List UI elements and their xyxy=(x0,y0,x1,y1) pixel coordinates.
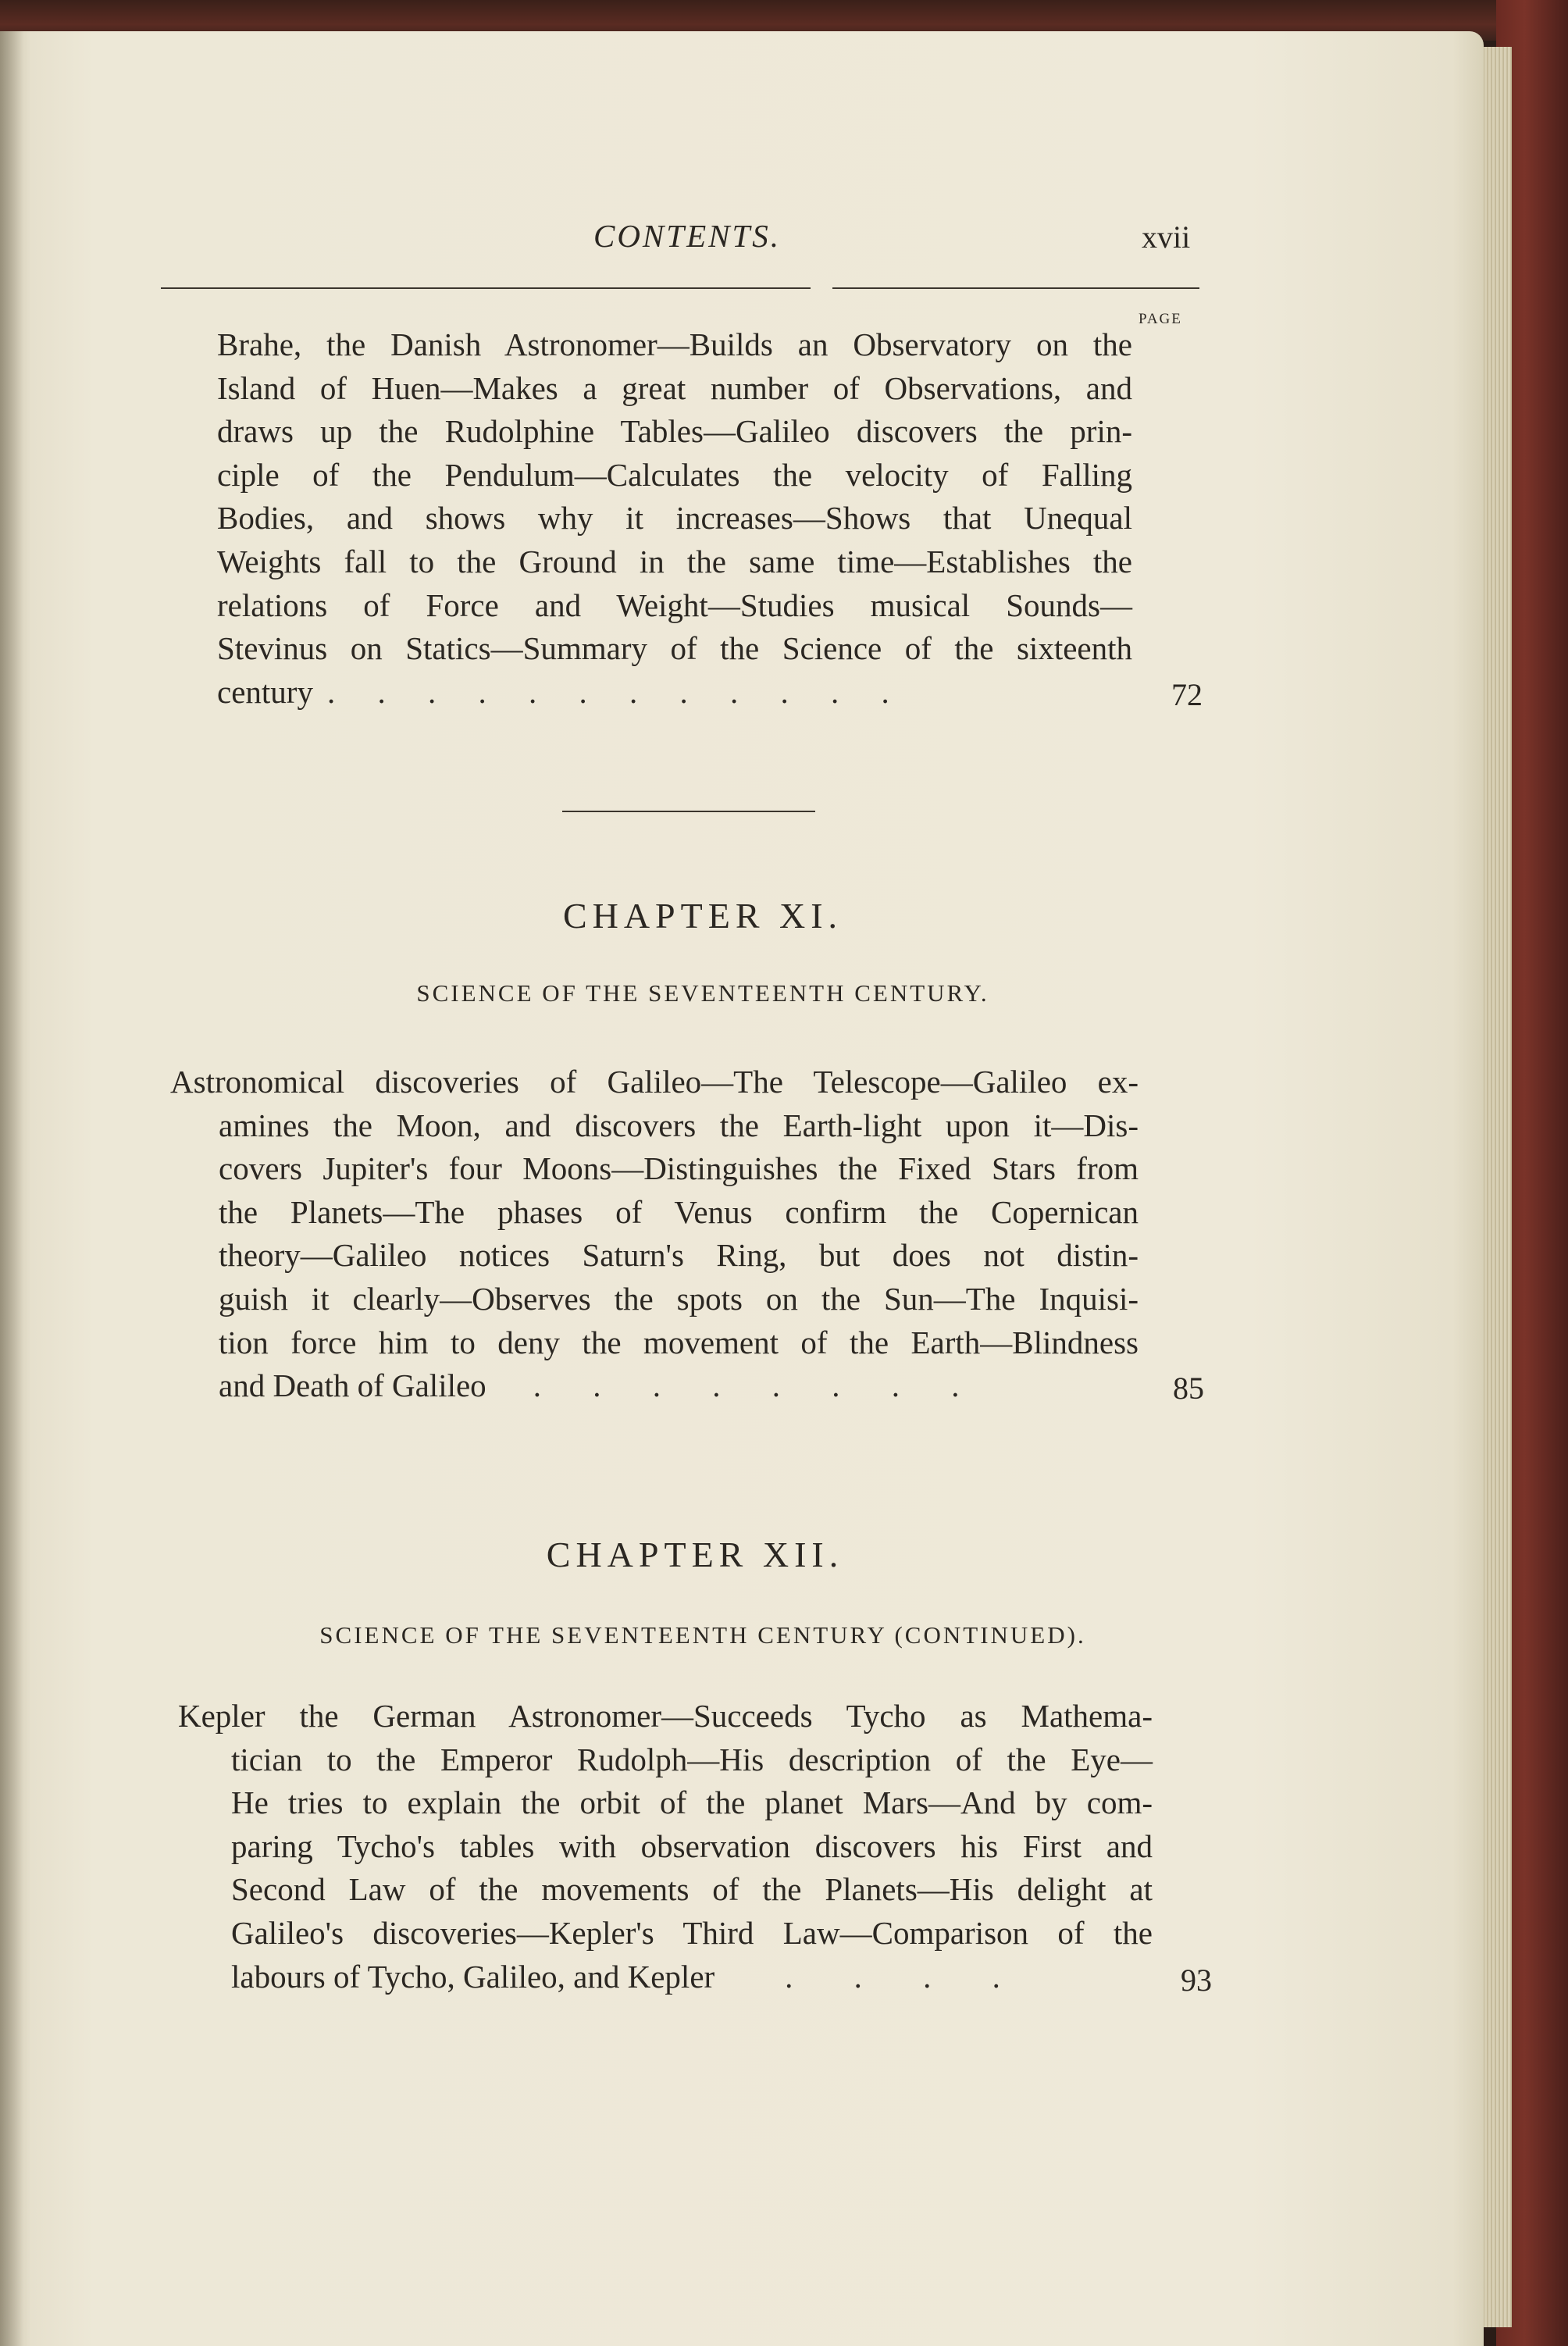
entry-line: tician to the Emperor Rudolph—His description of the Eye— xyxy=(231,1741,1153,1777)
header-rule-left xyxy=(161,287,811,289)
entry-line: tion force him to deny the movement of the Earth—Blindness xyxy=(219,1324,1139,1360)
header-rule-right xyxy=(832,287,1199,289)
entry-last-line-text: and Death of Galileo xyxy=(219,1367,486,1404)
contents-entry-chapter-x xyxy=(217,323,1132,714)
entry-line: Astronomical discoveries of Galileo—The Telescope—Galileo ex- xyxy=(170,1064,1139,1100)
running-title: CONTENTS. xyxy=(593,218,782,254)
entry-line: theory—Galileo notices Saturn's Ring, but does not distin- xyxy=(219,1237,1139,1274)
entry-line: Island of Huen—Makes a great number of Observations, and xyxy=(217,369,1132,406)
entry-line: Weights fall to the Ground in the same time—Establishes the xyxy=(217,543,1132,579)
entry-line: Bodies, and shows why it increases—Shows that Unequal xyxy=(217,500,1132,537)
dot-leader: . . . . . . . . xyxy=(533,1367,982,1404)
contents-entry-chapter-xi xyxy=(170,1061,1139,1408)
page-column-label: PAGE xyxy=(1139,311,1182,327)
entry-line: Kepler the German Astronomer—Succeeds Tycho as Mathema- xyxy=(178,1698,1153,1734)
chapter-heading: CHAPTER XI. xyxy=(562,896,843,936)
entry-line: covers Jupiter's four Moons—Distinguishes the Fixed Stars from xyxy=(219,1150,1139,1187)
section-divider xyxy=(562,811,815,812)
entry-line: ciple of the Pendulum—Calculates the velocity of Falling xyxy=(217,456,1132,493)
entry-line: the Planets—The phases of Venus confirm the Copernican xyxy=(219,1193,1139,1230)
entry-last-line xyxy=(217,671,1132,715)
page-ref: 93 xyxy=(1181,1963,1212,1998)
page-number: xvii xyxy=(1142,219,1191,255)
dot-leader: . . . . . . . . . . . . xyxy=(326,673,907,710)
entry-line: paring Tycho's tables with observation discovers his First and xyxy=(231,1827,1153,1864)
dot-leader: . . . . xyxy=(785,1958,1027,1995)
entry-line: draws up the Rudolphine Tables—Galileo discovers the prin- xyxy=(217,413,1132,450)
entry-line: relations of Force and Weight—Studies musical Sounds— xyxy=(217,586,1132,623)
entry-line: Galileo's discoveries—Kepler's Third Law—Comparison of the xyxy=(231,1914,1153,1951)
page-ref: 85 xyxy=(1173,1371,1204,1406)
entry-line: He tries to explain the orbit of the planet Mars—And by com- xyxy=(231,1784,1153,1821)
entry-last-line-text: century xyxy=(217,673,313,710)
entry-line: amines the Moon, and discovers the Earth-light upon it—Dis- xyxy=(219,1107,1139,1143)
contents-entry-chapter-xii xyxy=(178,1695,1153,1998)
gutter-shadow xyxy=(0,31,23,2346)
chapter-subtitle: SCIENCE OF THE SEVENTEENTH CENTURY (CONTINUED). xyxy=(319,1621,1086,1649)
chapter-subtitle: SCIENCE OF THE SEVENTEENTH CENTURY. xyxy=(416,979,989,1007)
entry-last-line-text: labours of Tycho, Galileo, and Kepler xyxy=(231,1958,715,1995)
entry-line: Brahe, the Danish Astronomer—Builds an Observatory on the xyxy=(217,326,1132,362)
entry-last-line xyxy=(178,1956,1153,1999)
entry-line: Stevinus on Statics—Summary of the Science of the sixteenth xyxy=(217,630,1132,667)
entry-line: Second Law of the movements of the Planets—His delight at xyxy=(231,1871,1153,1908)
entry-last-line xyxy=(170,1364,1139,1408)
page-ref: 72 xyxy=(1171,677,1203,712)
chapter-heading: CHAPTER XII. xyxy=(546,1535,844,1574)
entry-line: guish it clearly—Observes the spots on the Sun—The Inquisi- xyxy=(219,1280,1139,1317)
